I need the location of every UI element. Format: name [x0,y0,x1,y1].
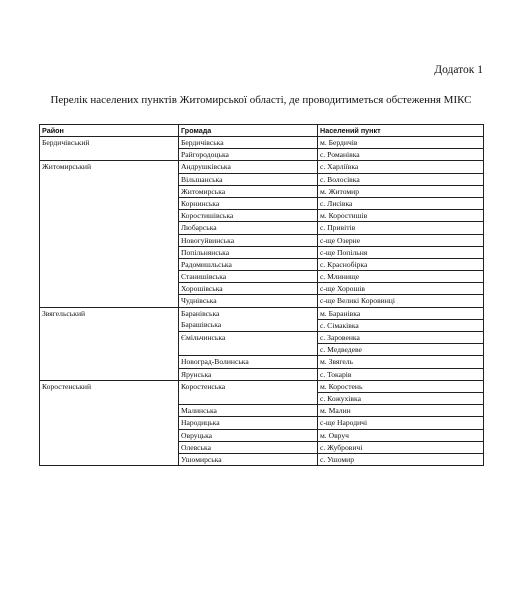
community-cell: Корнинська [179,197,318,209]
community-cell: Ємільчинська [179,332,318,356]
settlement-cell: с. Токарів [318,368,484,380]
district-cell: Коростенський [40,380,179,465]
settlement-cell: с. Волосівка [318,173,484,185]
community-cell: Народицька [179,417,318,429]
community-cell: Станишівська [179,271,318,283]
settlement-cell: с-ще Народичі [318,417,484,429]
community-cell: Любарська [179,222,318,234]
table-row [40,161,484,173]
settlement-cell: с. Кожухівка [318,392,484,404]
community-cell: Вільшанська [179,173,318,185]
settlement-cell: с. Млинище [318,271,484,283]
community-cell: Чуднівська [179,295,318,307]
settlement-cell: с. Медведеве [318,344,484,356]
settlement-cell: м. Бердичів [318,137,484,149]
settlement-cell: с. Зарoвенка [318,332,484,344]
community-cell: Бердичівська [179,137,318,149]
community-cell: Попільнянська [179,246,318,258]
settlements-table [39,124,484,466]
table-header-row [40,125,484,137]
community-cell: Новогуйвинська [179,234,318,246]
header-district: Район [40,125,179,137]
settlement-cell: с. Жубровичі [318,441,484,453]
community-cell: Ярунська [179,368,318,380]
settlement-cell: м. Баранівка [318,307,484,319]
settlement-cell: м. Малин [318,405,484,417]
community-cell: Хорошівська [179,283,318,295]
settlement-cell: с. Привітів [318,222,484,234]
community-cell: Барашівська [181,319,222,329]
community-cell: Андрушківська [179,161,318,173]
settlement-cell: с. Сімаківка [318,319,484,331]
appendix-label: Додаток 1 [434,64,483,76]
settlement-cell: с. Лисівка [318,197,484,209]
community-cell: Райгородоцька [179,149,318,161]
table-row [40,307,484,319]
table-row [40,137,484,149]
settlement-cell: с-ще Попільня [318,246,484,258]
header-community: Громада [179,125,318,137]
community-cell: Коростишівська [179,210,318,222]
community-cell: Баранівська [181,308,220,318]
community-cell: Житомирська [179,185,318,197]
header-settlement: Населений пункт [318,125,484,137]
community-cell-group [179,307,318,331]
settlement-cell: м. Звягель [318,356,484,368]
settlement-cell: с. Ушомир [318,453,484,465]
document-title: Перелік населених пунктів Житомирської області, де проводитиметься обстеження МІКС [50,94,472,106]
settlement-cell: с. Харліївка [318,161,484,173]
settlement-cell: м. Житомир [318,185,484,197]
community-cell: Ушомирська [179,453,318,465]
district-cell: Звягельський [40,307,179,380]
settlement-cell: м. Коростень [318,380,484,392]
community-cell: Новоград-Волинська [179,356,318,368]
district-cell: Житомирський [40,161,179,307]
community-cell: Радомишльська [179,258,318,270]
settlement-cell: с-ще Озерне [318,234,484,246]
district-cell: Бердичівський [40,137,179,161]
community-cell: Малинська [179,405,318,417]
settlement-cell: м. Коростишів [318,210,484,222]
table-row [40,380,484,392]
community-cell: Олевська [179,441,318,453]
community-cell: Овруцька [179,429,318,441]
settlement-cell: м. Овруч [318,429,484,441]
settlement-cell: с. Краснобірка [318,258,484,270]
settlement-cell: с-ще Великі Коровинці [318,295,484,307]
community-cell: Коростенська [179,380,318,404]
settlement-cell: с-ще Хорошів [318,283,484,295]
settlement-cell: с. Романівка [318,149,484,161]
